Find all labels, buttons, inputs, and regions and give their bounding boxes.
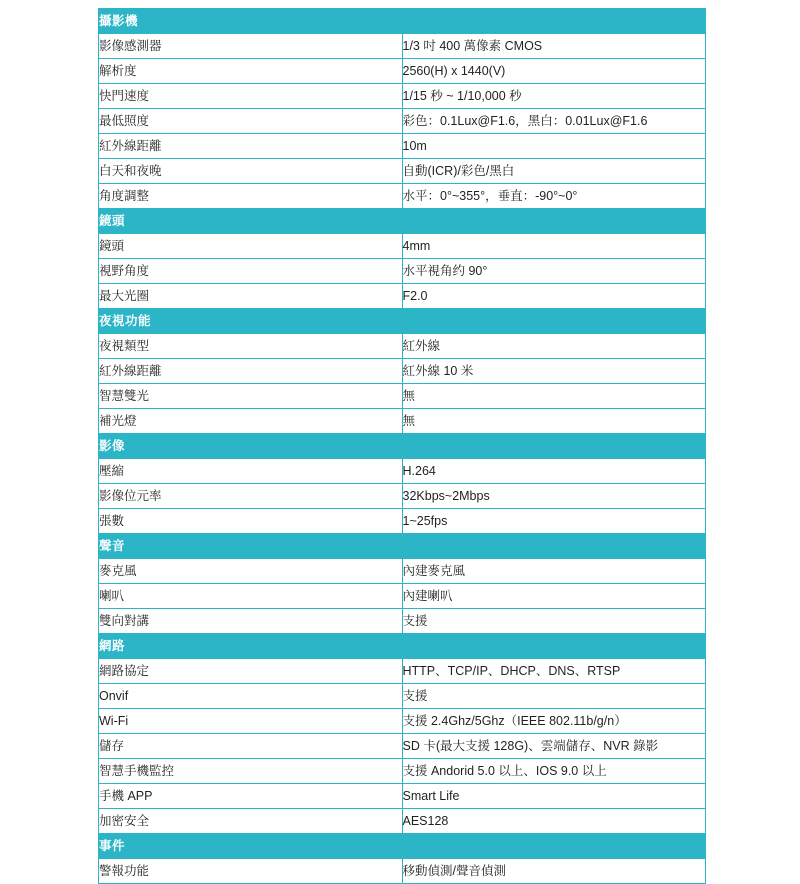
table-row (99, 59, 706, 84)
section-header-row (99, 9, 706, 34)
spec-value: 內建喇叭 (402, 584, 706, 609)
spec-value: AES128 (402, 809, 706, 834)
table-row (99, 509, 706, 534)
table-row (99, 484, 706, 509)
spec-value: HTTP、TCP/IP、DHCP、DNS、RTSP (402, 659, 706, 684)
spec-value: 彩色：0.1Lux@F1.6，黑白：0.01Lux@F1.6 (402, 109, 706, 134)
table-row (99, 809, 706, 834)
spec-value: 水平：0°~355°，垂直：-90°~0° (402, 184, 706, 209)
table-row (99, 384, 706, 409)
spec-value: 無 (402, 384, 706, 409)
spec-value: 4mm (402, 234, 706, 259)
section-title: 攝影機 (99, 9, 706, 34)
table-row (99, 84, 706, 109)
spec-label: 影像位元率 (99, 484, 403, 509)
spec-value: 移動偵測/聲音偵測 (402, 859, 706, 884)
table-row (99, 784, 706, 809)
spec-value: 1~25fps (402, 509, 706, 534)
spec-label: 角度調整 (99, 184, 403, 209)
spec-label: 警報功能 (99, 859, 403, 884)
spec-label: 最低照度 (99, 109, 403, 134)
spec-value: 2560(H) x 1440(V) (402, 59, 706, 84)
table-row (99, 159, 706, 184)
spec-value: 紅外線 10 米 (402, 359, 706, 384)
section-header-row (99, 634, 706, 659)
spec-value: 1/3 吋 400 萬像素 CMOS (402, 34, 706, 59)
section-header-row (99, 434, 706, 459)
spec-value: 支援 (402, 609, 706, 634)
table-row (99, 259, 706, 284)
spec-label: 智慧雙光 (99, 384, 403, 409)
spec-label: 智慧手機監控 (99, 759, 403, 784)
table-row (99, 709, 706, 734)
spec-label: 張數 (99, 509, 403, 534)
section-title: 事件 (99, 834, 706, 859)
spec-label: 白天和夜晚 (99, 159, 403, 184)
section-title: 影像 (99, 434, 706, 459)
spec-label: 影像感測器 (99, 34, 403, 59)
section-header-row (99, 209, 706, 234)
spec-value: 紅外線 (402, 334, 706, 359)
spec-value: 內建麥克風 (402, 559, 706, 584)
table-row (99, 284, 706, 309)
table-row (99, 184, 706, 209)
table-row (99, 34, 706, 59)
spec-label: 雙向對講 (99, 609, 403, 634)
spec-label: Onvif (99, 684, 403, 709)
spec-label: 手機 APP (99, 784, 403, 809)
table-row (99, 409, 706, 434)
spec-value: Smart Life (402, 784, 706, 809)
spec-label: 紅外線距離 (99, 359, 403, 384)
spec-value: F2.0 (402, 284, 706, 309)
spec-label: 儲存 (99, 734, 403, 759)
table-row (99, 559, 706, 584)
section-header-row (99, 534, 706, 559)
spec-label: 紅外線距離 (99, 134, 403, 159)
section-title: 鏡頭 (99, 209, 706, 234)
spec-value: SD 卡(最大支援 128G)、雲端儲存、NVR 錄影 (402, 734, 706, 759)
specification-table (98, 8, 706, 884)
table-row (99, 134, 706, 159)
spec-value: 10m (402, 134, 706, 159)
spec-value: 1/15 秒 ~ 1/10,000 秒 (402, 84, 706, 109)
table-row (99, 459, 706, 484)
spec-label: 解析度 (99, 59, 403, 84)
table-row (99, 759, 706, 784)
spec-label: 夜視類型 (99, 334, 403, 359)
section-header-row (99, 309, 706, 334)
table-row (99, 609, 706, 634)
spec-label: 壓縮 (99, 459, 403, 484)
spec-value: 32Kbps~2Mbps (402, 484, 706, 509)
spec-label: Wi-Fi (99, 709, 403, 734)
table-row (99, 659, 706, 684)
spec-label: 最大光圈 (99, 284, 403, 309)
spec-label: 麥克風 (99, 559, 403, 584)
spec-sheet (98, 8, 706, 884)
spec-label: 鏡頭 (99, 234, 403, 259)
specification-table-body (99, 9, 706, 884)
spec-value: 支援 2.4Ghz/5Ghz（IEEE 802.11b/g/n） (402, 709, 706, 734)
spec-label: 喇叭 (99, 584, 403, 609)
spec-label: 快門速度 (99, 84, 403, 109)
spec-label: 補光燈 (99, 409, 403, 434)
table-row (99, 859, 706, 884)
spec-label: 視野角度 (99, 259, 403, 284)
spec-value: 水平視角约 90° (402, 259, 706, 284)
spec-value: 支援 Andorid 5.0 以上、IOS 9.0 以上 (402, 759, 706, 784)
table-row (99, 684, 706, 709)
table-row (99, 359, 706, 384)
spec-label: 加密安全 (99, 809, 403, 834)
section-title: 網路 (99, 634, 706, 659)
table-row (99, 584, 706, 609)
spec-label: 網路協定 (99, 659, 403, 684)
section-header-row (99, 834, 706, 859)
spec-value: 自動(ICR)/彩色/黑白 (402, 159, 706, 184)
spec-value: 支援 (402, 684, 706, 709)
table-row (99, 234, 706, 259)
spec-value: H.264 (402, 459, 706, 484)
table-row (99, 109, 706, 134)
table-row (99, 334, 706, 359)
section-title: 夜視功能 (99, 309, 706, 334)
spec-value: 無 (402, 409, 706, 434)
table-row (99, 734, 706, 759)
section-title: 聲音 (99, 534, 706, 559)
